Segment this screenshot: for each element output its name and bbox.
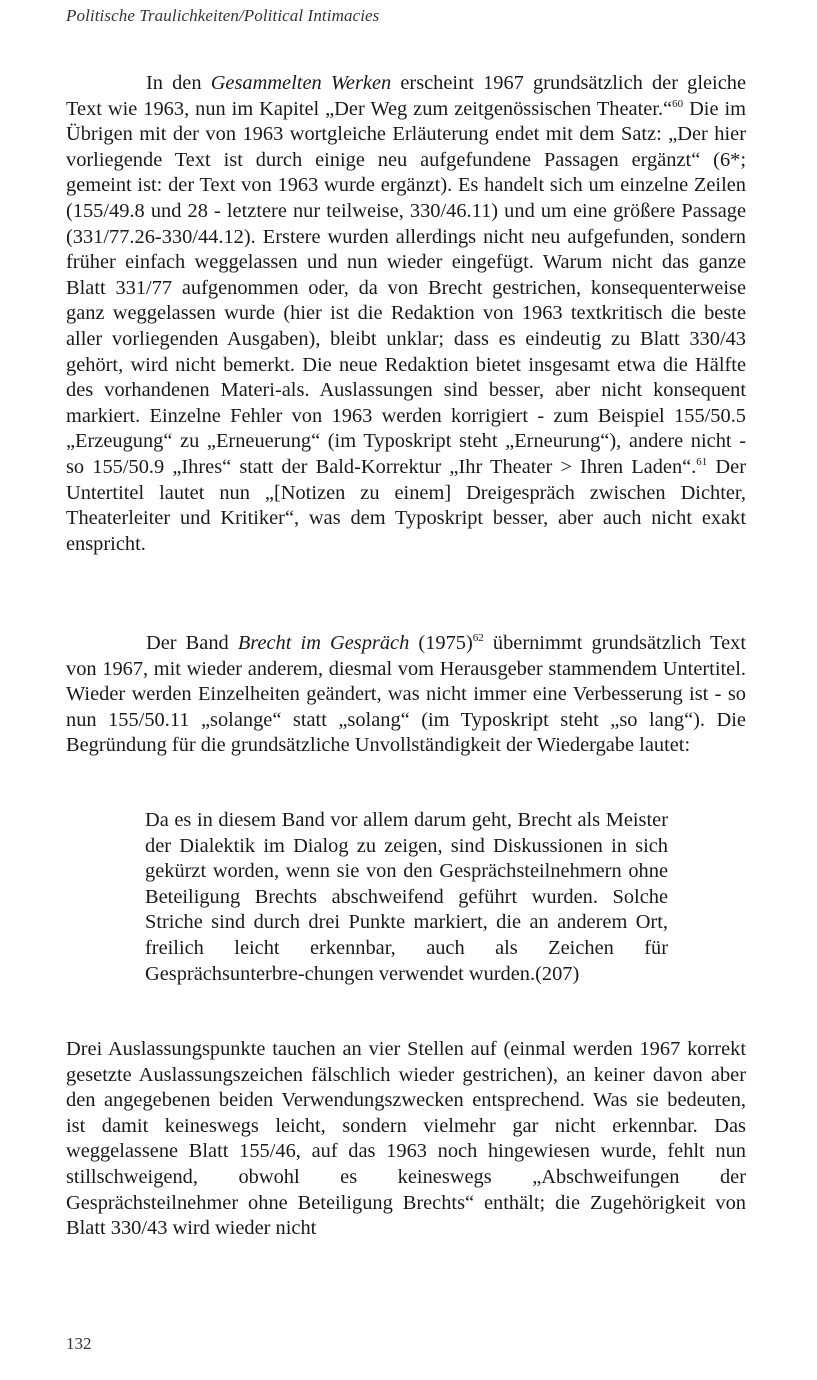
book-title-brecht-im-gespraech: Brecht im Gespräch <box>237 632 410 654</box>
paragraph-text: (1975) <box>409 632 473 654</box>
paragraph-text: Der Untertitel lautet nun „[Notizen zu einem] Dreigespräch zwischen Dichter, Theaterleiter und Kritiker“, was dem Typoskript besser, aber auch nicht exakt enspricht. <box>66 455 746 555</box>
page-number: 132 <box>66 1334 92 1353</box>
paragraph-text: übernimmt grundsätzlich Text von 1967, mit wieder anderem, diesmal vom Herausgeber stammendem Untertitel. Wieder werden Einzelheiten geändert, was nicht immer eine Verbesserung ist - so nun 155/50.11 „solange“ statt „solang“ (im Typoskript steht „so lang“). Die Begründung für die grundsätzliche Unvollständigkeit der Wiedergabe lautet: <box>66 632 746 757</box>
footnote-marker-62: 62 <box>472 632 484 645</box>
paragraph-auslassungspunkte: Drei Auslassungspunkte tauchen an vier Stellen auf (einmal werden 1967 korrekt gesetzte Auslassungszeichen fälschlich wieder gestrichen), an keiner davon aber den angegebenen beiden Verwendungszwecken entsprechend. Was sie bedeuten, ist damit keineswegs leicht, sondern vielmehr gar nicht erkennbar. Das weggelassene Blatt 155/46, auf das 1963 noch hingewiesen wurde, fehlt nun stillschweigend, obwohl es keineswegs „Abschweifungen der Gesprächsteilnehmer ohne Beteiligung Brechts“ enthält; die Zugehörigkeit von Blatt 330/43 wird wieder nicht <box>66 1038 746 1240</box>
footnote-marker-61: 61 <box>696 456 708 469</box>
paragraph-text: Der Band <box>146 632 238 654</box>
book-title-gesammelte-werke: Gesammelten Werken <box>210 72 392 94</box>
paragraph-text: erscheint 1967 grundsätzlich der gleiche Text wie 1963, nun im Kapitel „Der Weg zum zeitgenössischen Theater.“ <box>66 72 747 120</box>
running-head: Politische Traulichkeiten/Political Intimacies <box>66 6 380 25</box>
paragraph-text: In den <box>146 72 211 94</box>
paragraph-gesammelte-werke <box>66 71 746 557</box>
paragraph-brecht-im-gespraech <box>66 631 746 759</box>
paragraph-text: Die im Übrigen mit der von 1963 wortgleiche Erläuterung endet mit dem Satz: „Der hier vorliegende Text ist durch einige neu aufgefundene Passagen ergänzt“ (6*; gemeint ist: der Text von 1963 wurde ergänzt). Es handelt sich um einzelne Zeilen (155/49.8 und 28 - letztere nur teilweise, 330/46.11) und um eine größere Passage (331/77.26-330/44.12). Erstere wurden allerdings nicht neu aufgefunden, sondern früher einfach weggelassen und nun wieder eingefügt. Warum nicht das ganze Blatt 331/77 aufgenommen oder, da von Brecht gestrichen, konsequenterweise ganz weggelassen wurde (hier ist die Redaktion von 1963 textkritisch die beste aller vorliegenden Ausgaben), bleibt unklar; dass es eindeutig zu Blatt 330/43 gehört, wird nicht bemerkt. Die neue Redaktion bietet insgesamt etwa die Hälfte des vorhandenen Materi-als. Auslassungen sind besser, aber nicht konsequent markiert. Einzelne Fehler von 1963 werden korrigiert - zum Beispiel 155/50.5 „Erzeugung“ zu „Erneuerung“ (im Typoskript steht „Erneurung“), andere nicht - so 155/50.9 „Ihres“ statt der Bald-Korrektur „Ihr Theater > Ihren Laden“. <box>66 97 746 478</box>
footnote-marker-60: 60 <box>672 97 684 110</box>
block-quote: Da es in diesem Band vor allem darum geht, Brecht als Meister der Dialektik im Dialog zu zeigen, sind Diskussionen in sich gekürzt worden, wenn sie von den Gesprächsteilnehmern ohne Beteiligung Brechts abschweifend geführt wurden. Solche Striche sind durch drei Punkte markiert, die an anderem Ort, freilich leicht erkennbar, auch als Zeichen für Gesprächsunterbre-chungen verwendet wurden.(207) <box>145 809 668 985</box>
